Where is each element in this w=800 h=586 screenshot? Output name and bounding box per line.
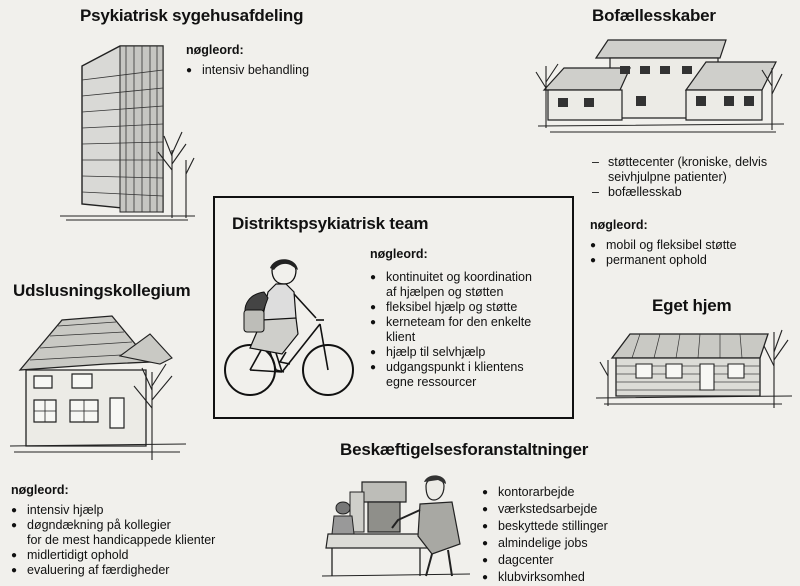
woman-on-bicycle-illustration [220, 258, 360, 404]
keyword-item: ● fleksibel hjælp og støtte [370, 300, 532, 315]
keyword-item: ● intensiv hjælp [11, 503, 215, 518]
keyword-item: ● intensiv behandling [186, 63, 309, 78]
keyword-item: ● almindelige jobs [482, 535, 608, 552]
psykiatrisk-keywords [186, 63, 309, 78]
keyword-line: døgndækning på kollegier [27, 518, 171, 532]
keyword-item [11, 518, 215, 548]
beskaeftigelse-title: Beskæftigelsesforanstaltninger [340, 440, 589, 459]
keyword-item: ● klubvirksomhed [482, 569, 608, 586]
keyword-item: ● beskyttede stillinger [482, 518, 608, 535]
distrikt-keywords-label: nøgleord: [370, 247, 428, 261]
keyword-line: kontinuitet og koordination [386, 270, 532, 284]
cohousing-houses-illustration [536, 38, 786, 136]
type-line: støttecenter (kroniske, delvis [608, 155, 768, 169]
eget-hjem-title: Eget hjem [652, 296, 732, 315]
keyword-item [370, 270, 532, 300]
hospital-building-illustration [60, 40, 195, 222]
keyword-line: udgangspunkt i klientens [386, 360, 524, 374]
keyword-item: ● midlertidigt ophold [11, 548, 215, 563]
keyword-item [370, 360, 532, 390]
keyword-line: klient [386, 330, 416, 344]
distrikt-keywords [370, 270, 532, 390]
keyword-line: for de mest handicappede klienter [27, 533, 216, 547]
keyword-line: egne ressourcer [386, 375, 477, 389]
keyword-item: ● permanent ophold [590, 253, 737, 268]
keyword-item: ● værkstedsarbejde [482, 501, 608, 518]
type-item: – bofællesskab [592, 185, 767, 200]
bofaellesskaber-title: Bofællesskaber [592, 6, 716, 25]
bofaellesskaber-types [592, 155, 767, 200]
udslusning-title: Udslusningskollegium [13, 281, 191, 300]
beskaeftigelse-list [482, 484, 608, 586]
keyword-line: kerneteam for den enkelte [386, 315, 532, 329]
keyword-item: ● hjælp til selvhjælp [370, 345, 532, 360]
udslusning-keywords [11, 503, 215, 578]
keyword-item: ● evaluering af færdigheder [11, 563, 215, 578]
psykiatrisk-title: Psykiatrisk sygehusafdeling [80, 6, 304, 25]
keyword-item [370, 315, 532, 345]
villa-house-illustration [10, 312, 190, 462]
udslusning-keywords-label: nøgleord: [11, 483, 69, 497]
distrikt-title: Distriktspsykiatrisk team [232, 214, 429, 233]
keyword-item: ● mobil og fleksibel støtte [590, 238, 737, 253]
type-item [592, 155, 767, 185]
workshop-workers-illustration [322, 474, 472, 578]
bofaellesskaber-keywords [590, 238, 737, 268]
keyword-item: ● dagcenter [482, 552, 608, 569]
log-cabin-illustration [596, 326, 792, 412]
bofaellesskaber-keywords-label: nøgleord: [590, 218, 648, 232]
type-line: seivhjulpne patienter) [608, 170, 727, 184]
psykiatrisk-keywords-label: nøgleord: [186, 43, 244, 57]
keyword-item: ● kontorarbejde [482, 484, 608, 501]
keyword-line: af hjælpen og støtten [386, 285, 504, 299]
